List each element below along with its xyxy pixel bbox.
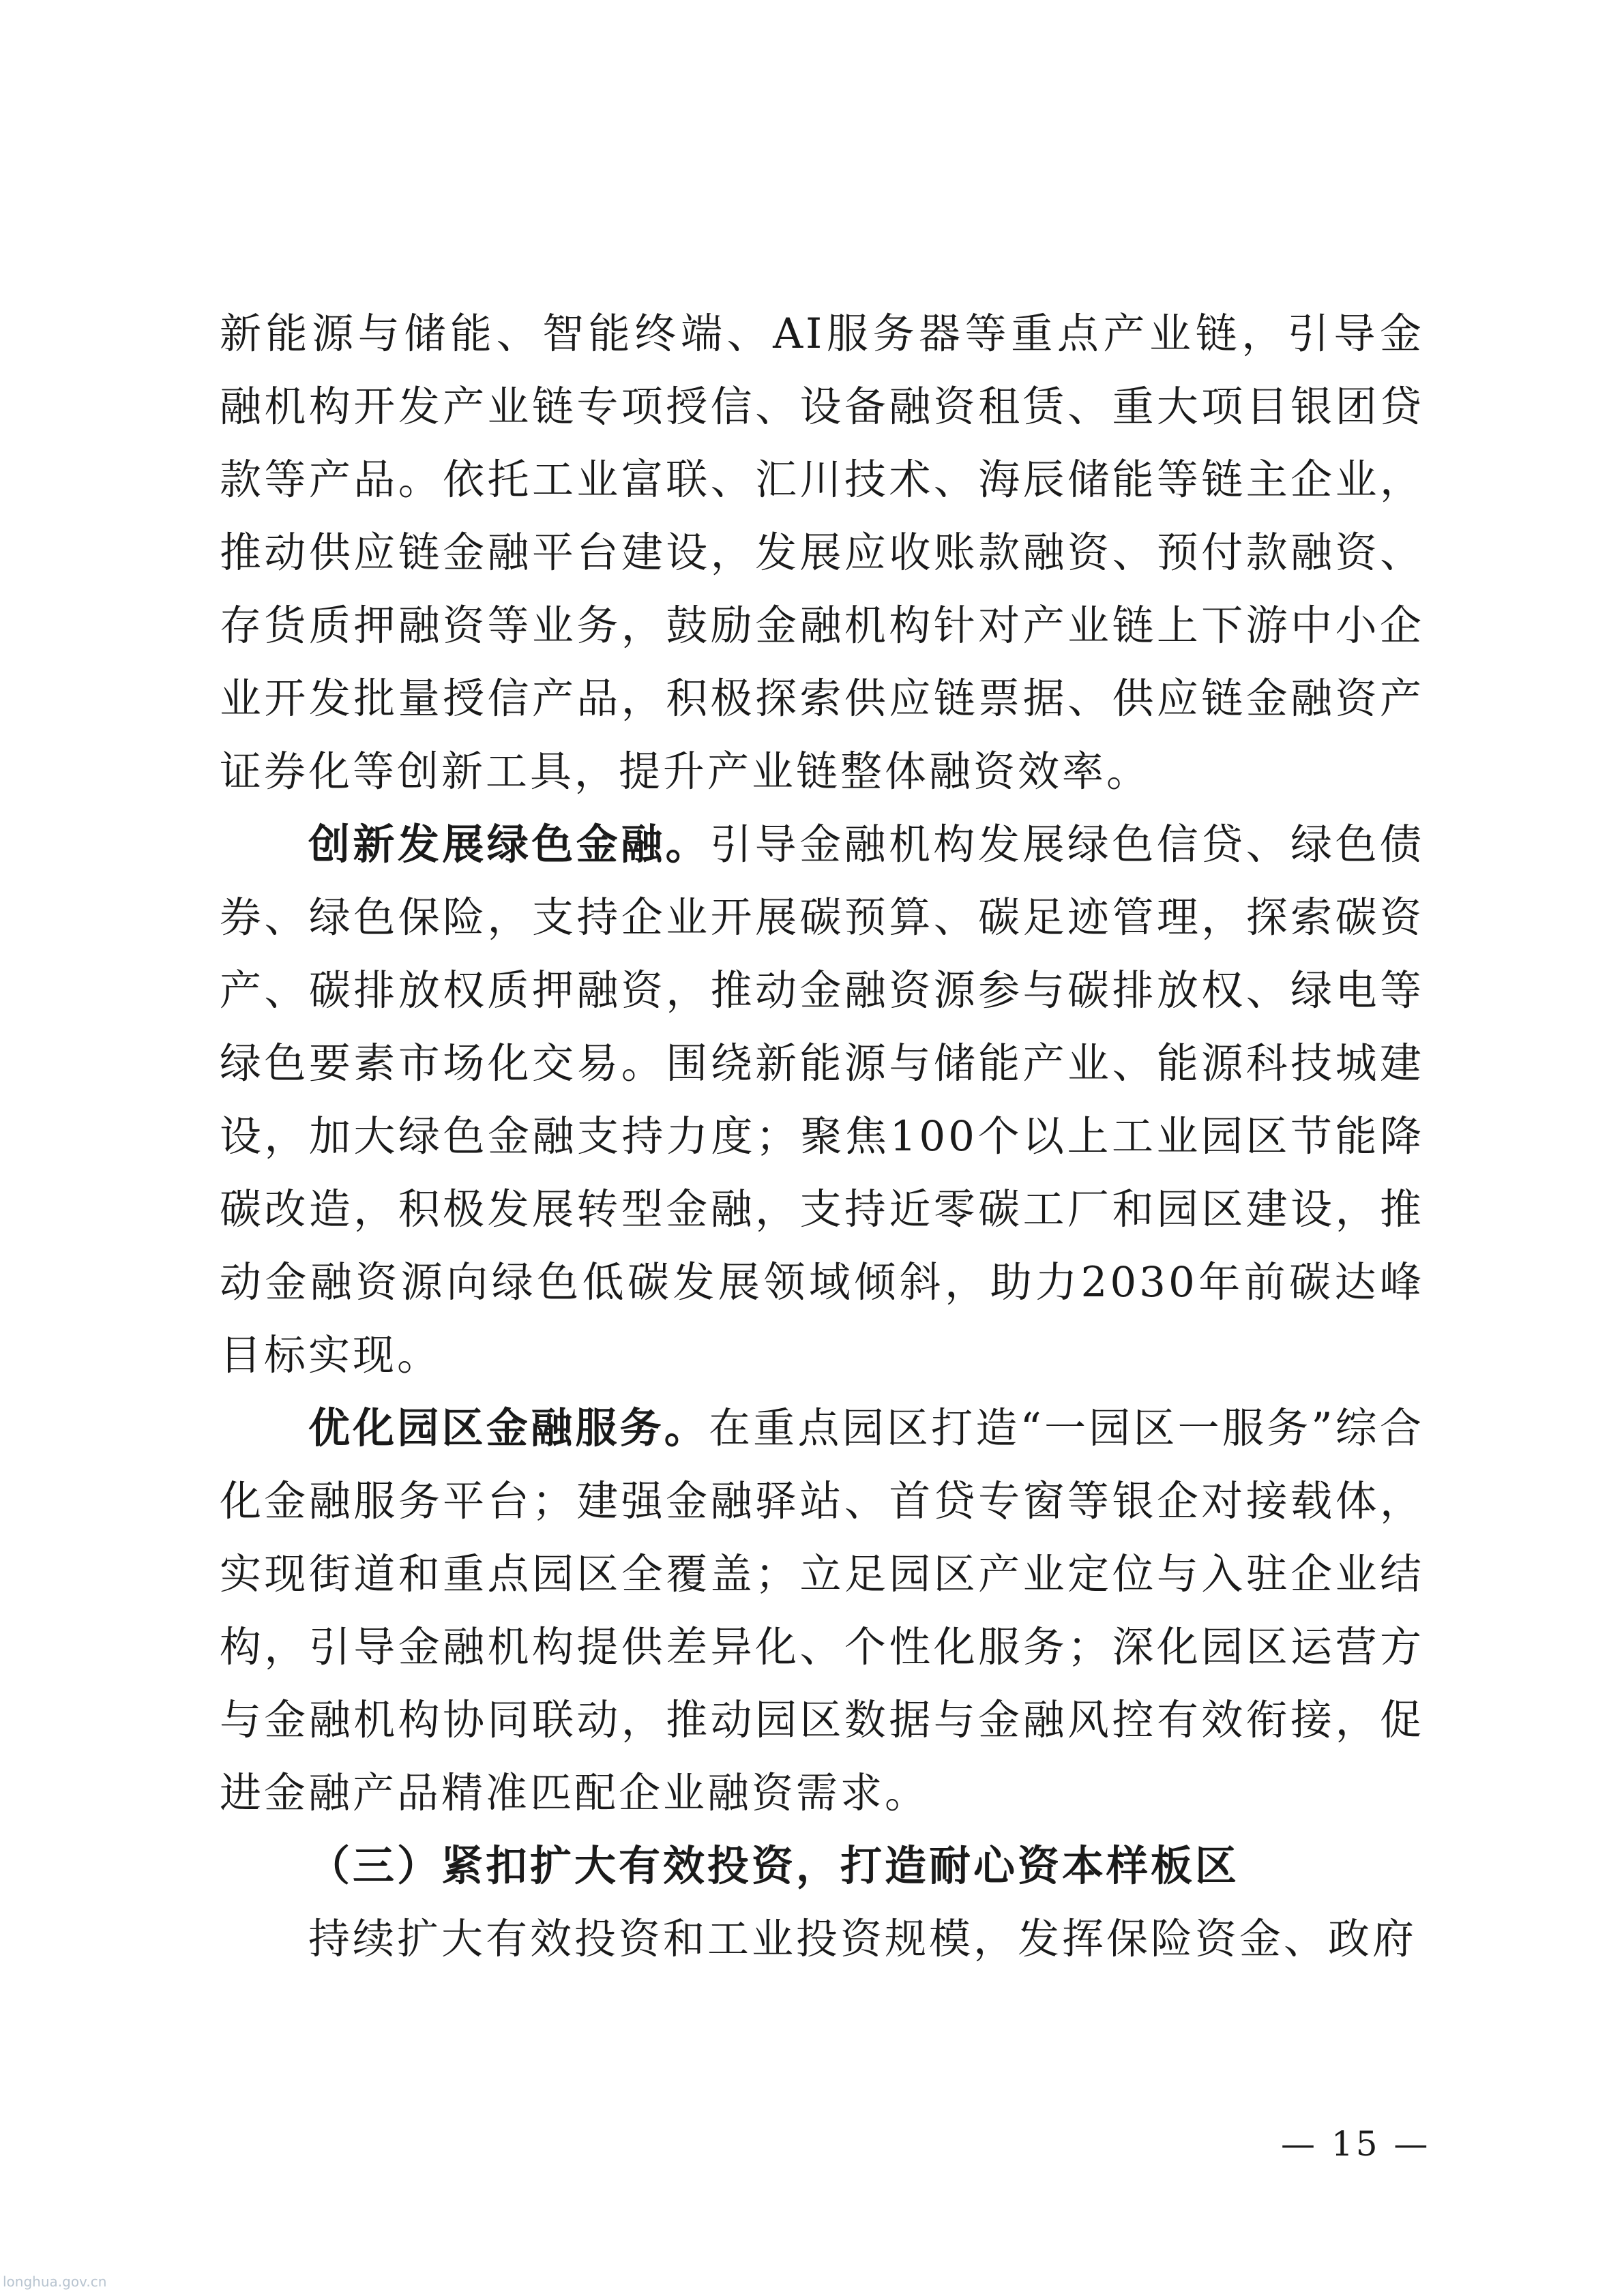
paragraph-green-finance [220, 808, 1424, 1392]
paragraph-industry-chain [220, 297, 1424, 808]
document-body [220, 297, 1424, 1976]
section-heading: （三）紧扣扩大有效投资，打造耐心资本样板区 [308, 1842, 1240, 1890]
paragraph-text: 引导金融机构发展绿色信贷、绿色债券、绿色保险，支持企业开展碳预算、碳足迹管理，探索碳资产、碳排放权质押融资，推动金融资源参与碳排放权、绿电等绿色要素市场化交易。围绕新能源与储能产业、能源科技城建设，加大绿色金融支持力度；聚焦100个以上工业园区节能降碳改造，积极发展转型金融，支持近零碳工厂和园区建设，推动金融资源向绿色低碳发展领域倾斜，助力2030年前碳达峰目标实现。 [220, 820, 1424, 1380]
paragraph-park-finance [220, 1392, 1424, 1830]
paragraph-lead-park-finance: 优化园区金融服务。 [308, 1404, 709, 1452]
site-watermark: longhua.gov.cn [3, 2273, 107, 2290]
paragraph-lead-green-finance: 创新发展绿色金融。 [308, 820, 711, 869]
paragraph-text: 新能源与储能、智能终端、AI服务器等重点产业链，引导金融机构开发产业链专项授信、设备融资租赁、重大项目银团贷款等产品。依托工业富联、汇川技术、海辰储能等链主企业，推动供应链金融平台建设，发展应收账款融资、预付款融资、存货质押融资等业务，鼓励金融机构针对产业链上下游中小企业开发批量授信产品，积极探索供应链票据、供应链金融资产证券化等创新工具，提升产业链整体融资效率。 [220, 310, 1424, 796]
paragraph-text: 在重点园区打造“一园区一服务”综合化金融服务平台；建强金融驿站、首贷专窗等银企对接载体，实现街道和重点园区全覆盖；立足园区产业定位与入驻企业结构，引导金融机构提供差异化、个性化服务；深化园区运营方与金融机构协同联动，推动园区数据与金融风控有效衔接，促进金融产品精准匹配企业融资需求。 [220, 1404, 1424, 1817]
paragraph-text: 持续扩大有效投资和工业投资规模，发挥保险资金、政府 [308, 1915, 1417, 1963]
page-number: — 15 — [1281, 2124, 1431, 2164]
paragraph-investment [220, 1903, 1424, 1976]
